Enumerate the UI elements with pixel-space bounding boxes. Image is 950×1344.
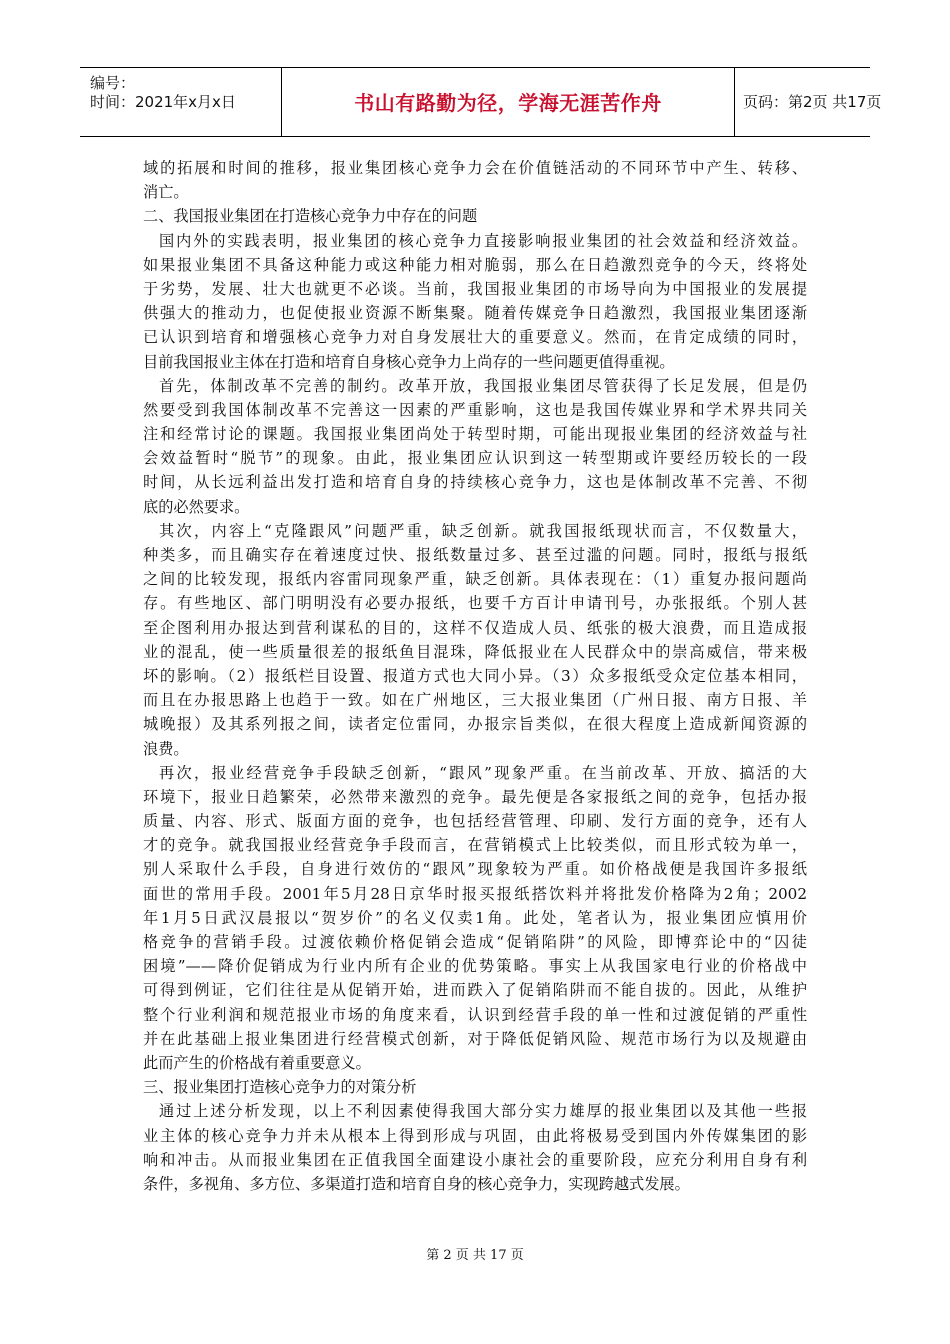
text-line: 再次，报业经营竞争手段缺乏创新，“跟风”现象严重。在当前改革、开放、搞活的大 [159, 763, 807, 782]
text-line: 并在此基础上报业集团进行经营模式创新，对于降低促销风险、规范市场行为以及规避由 [143, 1029, 807, 1048]
text-line: 时间，从长远利益出发打造和培育自身的持续核心竞争力，这也是体制改革不完善、不彻 [143, 473, 807, 492]
text-line: 种类多，而且确实存在着速度过快、报纸数量过多、甚至过滥的问题。同时，报纸与报纸 [143, 546, 807, 564]
text-line: 业主体的核心竞争力并未从根本上得到形成与巩固，由此将极易受到国内外传媒集团的影 [143, 1126, 807, 1145]
text-line: 条件，多视角、多方位、多渠道打造和培育自身的核心竞争力，实现跨越式发展。 [143, 1174, 690, 1193]
header-page-cell [735, 68, 882, 136]
text-line: 至企图利用办报达到营利谋私的目的，这样不仅造成人员、纸张的极大浪费，而且造成报 [143, 618, 807, 637]
document-body [143, 156, 807, 1196]
text-line: 目前我国报业主体在打造和培育自身核心竞争力上尚存的一些问题更值得重视。 [143, 352, 675, 371]
page-header [80, 67, 882, 137]
text-line: 通过上述分析发现，以上不利因素使得我国大部分实力雄厚的报业集团以及其他一些报 [159, 1102, 807, 1121]
text-line: 可得到例证，它们往往是从促销开始，进而跌入了促销陷阱而不能自拔的。因此，从维护 [143, 981, 807, 1000]
text-line: 首先，体制改革不完善的制约。改革开放，我国报业集团尽管获得了长足发展，但是仍 [159, 376, 807, 395]
text-line: 如果报业集团不具备这种能力或这种能力相对脆弱，那么在日趋激烈竞争的今天，终将处 [143, 255, 807, 274]
text-line: 存。有些地区、部门明明没有必要办报纸，也要千方百计申请刊号，办张报纸。个别人甚 [143, 594, 807, 613]
text-line: 面世的常用手段。2001年5月28日京华时报买报纸搭饮料并将批发价格降为2角；2002 [143, 884, 807, 903]
text-line: 之间的比较发现，报纸内容雷同现象严重，缺乏创新。具体表现在：（1）重复办报问题尚 [143, 570, 807, 589]
header-page-info: 页码：第2页 共17页 [743, 93, 882, 111]
text-line: 然要受到我国体制改革不完善这一因素的严重影响，这也是我国传媒业界和学术界共同关 [143, 400, 807, 419]
text-line: 国内外的实践表明，报业集团的核心竞争力直接影响报业集团的社会效益和经济效益。 [159, 231, 807, 250]
document-number-label: 编号： [90, 74, 136, 92]
text-line: 才的竞争。就我国报业经营竞争手段而言，在营销模式上比较类似，而且形式较为单一， [143, 836, 807, 855]
text-line: 整个行业利润和规范报业市场的角度来看，认识到经营手段的单一性和过渡促销的严重性 [143, 1005, 807, 1024]
text-line: 城晚报）及其系列报之间，读者定位雷同，办报宗旨类似，在很大程度上造成新闻资源的 [143, 715, 807, 734]
text-line: 二、我国报业集团在打造核心竞争力中存在的问题 [143, 207, 478, 226]
text-line: 已认识到培育和增强核心竞争力对自身发展壮大的重要意义。然而，在肯定成绩的同时， [143, 328, 807, 347]
text-line: 格竞争的营销手段。过渡依赖价格促销会造成“促销陷阱”的风险，即博弈论中的“囚徒 [143, 933, 807, 951]
text-line: 三、报业集团打造核心竞争力的对策分析 [143, 1078, 417, 1097]
text-line: 环境下，报业日趋繁荣，必然带来激烈的竞争。最先便是各家报纸之间的竞争，包括办报 [143, 787, 807, 806]
text-line: 困境”——降价促销成为行业内所有企业的优势策略。事实上从我国家电行业的价格战中 [143, 957, 807, 976]
header-motto: 书山有路勤为径，学海无涯苦作舟 [354, 91, 662, 115]
header-meta-cell [80, 68, 282, 136]
text-line: 业的混乱，使一些质量很差的报纸鱼目混珠，降低报业在人民群众中的崇高威信，带来极 [143, 642, 807, 661]
text-line: 而且在办报思路上也趋于一致。如在广州地区，三大报业集团（广州日报、南方日报、羊 [143, 691, 807, 710]
page-footer: 第 2 页 共 17 页 [426, 1248, 524, 1263]
text-line: 于劣势，发展、壮大也就更不必谈。当前，我国报业集团的市场导向为中国报业的发展提 [143, 279, 807, 298]
text-line: 此而产生的价格战有着重要意义。 [143, 1053, 371, 1072]
text-line: 注和经常讨论的课题。我国报业集团尚处于转型时期，可能出现报业集团的经济效益与社 [143, 425, 807, 444]
text-line: 其次，内容上“克隆跟风”问题严重，缺乏创新。就我国报纸现状而言，不仅数量大， [159, 521, 807, 540]
text-line: 供强大的推动力，也促使报业资源不断集聚。随着传媒竞争日趋激烈，我国报业集团逐渐 [143, 304, 807, 323]
text-line: 响和冲击。从而报业集团在正值我国全面建设小康社会的重要阶段，应充分利用自身有利 [143, 1150, 807, 1169]
text-line: 域的拓展和时间的推移，报业集团核心竞争力会在价值链活动的不同环节中产生、转移、 [143, 159, 807, 177]
text-line: 消亡。 [143, 183, 189, 202]
text-line: 别人采取什么手段，自身进行效仿的“跟风”现象较为严重。如价格战便是我国许多报纸 [143, 860, 807, 879]
text-line: 底的必然要求。 [143, 497, 250, 516]
text-line: 年1月5日武汉晨报以“贺岁价”的名义仅卖1角。此处，笔者认为，报业集团应慎用价 [143, 908, 807, 927]
text-line: 会效益暂时“脱节”的现象。由此，报业集团应认识到这一转型期或许要经历较长的一段 [143, 449, 807, 468]
text-line: 坏的影响。（2）报纸栏目设置、报道方式也大同小异。（3）众多报纸受众定位基本相同， [143, 666, 807, 685]
document-date-label: 时间：2021年x月x日 [90, 93, 236, 111]
header-motto-cell [282, 68, 735, 136]
text-line: 质量、内容、形式、版面方面的竞争，也包括经营管理、印刷、发行方面的竞争，还有人 [143, 812, 807, 831]
text-line: 浪费。 [143, 739, 189, 758]
